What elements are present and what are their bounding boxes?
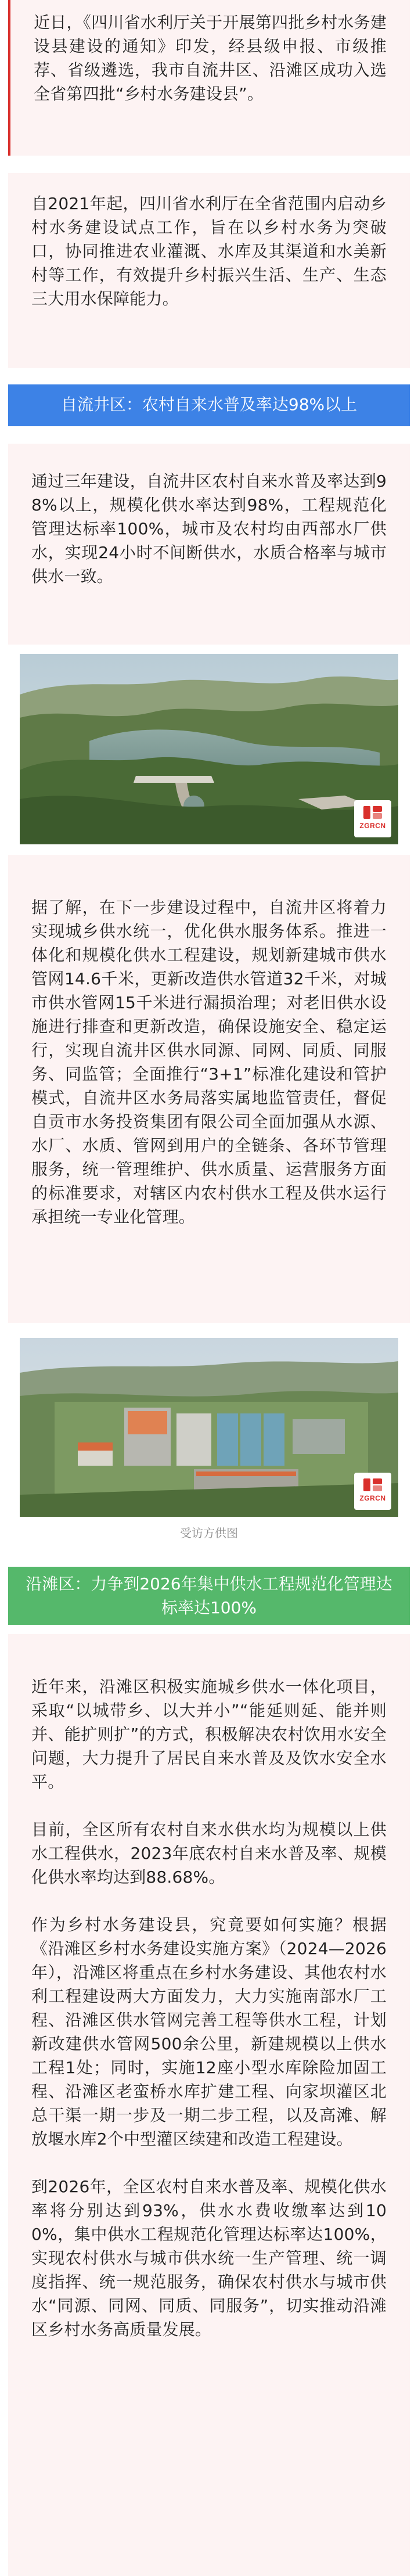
ziliujing-plan-text: 据了解，在下一步建设过程中，自流井区将着力实现城乡供水统一，优化供水服务体系。推进一体化和规模化供水工程建设，规划新建城市供水管网14.6千米，更新改造供水管道32千米，对城市供水管网15千米进行漏损治理；对老旧供水设施进行排查和更新改造，确保设施安全、稳定运行，实现自流井区供水同源、同网、同质、同服务、同监管；全面推行“3+1”标准化建设和管护模式，自流井区水务局落实属地监管责任，督促自贡市水务投资集团有限公司全面加强从水源、水厂、水质、管网到用户的全链条、各环节管理服务，统一管理维护、供水质量、运营服务方面的标准要求，对辖区内农村供水工程及供水运行承担统一专业化管理。 <box>31 898 387 1226</box>
yantan-goal-text: 到2026年，全区农村自来水普及率、规模化供水率将分别达到93%，供水水费收缴率达到100%，集中供水工程规范化管理达标率达100%，实现农村供水与城市供水统一生产管理、统一调度指挥、统一规范服务，确保农村供水与城市供水“同源、同网、同质、同服务”，切实推动沿滩区乡村水务高质量发展。 <box>31 2177 387 2339</box>
yantan-plan-text: 作为乡村水务建设县，究竟要如何实施？根据《沿滩区乡村水务建设实施方案》（2024—2026年），沿滩区将重点在乡村水务建设、其他农村水利工程建设两大方面发力，大力实施南部水厂工程、沿滩区供水管网完善工程等供水工程，计划新改建供水管网500余公里，新建规模以上供水工程1处；同时，实施12座小型水库除险加固工程、沿滩区老蛮桥水库扩建工程、向家坝灌区北总干渠一期一步及一期二步工程，以及高滩、解放堰水库2个中型灌区续建和改造工程建设。 <box>31 1915 387 2149</box>
zgrcn-logo-icon <box>361 1477 384 1492</box>
background-card <box>8 173 410 368</box>
watermark-text: ZGRCN <box>359 822 386 830</box>
zgrcn-watermark-2 <box>354 1473 391 1510</box>
section-title: 自流井区：农村自来水普及率达98%以上 <box>60 395 358 414</box>
reservoir-photo <box>20 654 398 844</box>
ziliujing-summary-card <box>8 444 410 645</box>
yantan-details-card <box>8 1634 410 2576</box>
yantan-status-text: 目前，全区所有农村自来水供水均为规模以上供水工程供水，2023年底农村自来水普及率、规模化供水率均达到88.68%。 <box>31 1820 387 1887</box>
section-title: 沿滩区：力争到2026年集中供水工程规范化管理达标率达100% <box>26 1574 392 1617</box>
photo-caption: 受访方供图 <box>180 1526 238 1540</box>
zgrcn-logo-icon <box>361 805 384 820</box>
yantan-intro-text: 近年来，沿滩区积极实施城乡供水一体化项目，采取“以城带乡、以大并小”“能延则延、能并则并、能扩则扩”的方式，积极解决农村饮用水安全问题，大力提升了居民自来水普及及饮水安全水平。 <box>31 1677 387 1791</box>
section-header-yantan <box>8 1567 410 1625</box>
section-header-ziliujing <box>8 384 410 426</box>
intro-text: 近日，《四川省水利厅关于开展第四批乡村水务建设县建设的通知》印发，经县级申报、市级推荐、省级遴选，我市自流井区、沿滩区成功入选全省第四批“乡村水务建设县”。 <box>34 13 387 103</box>
zgrcn-watermark <box>354 800 391 837</box>
intro-card <box>8 0 410 156</box>
watermark-text: ZGRCN <box>359 1494 386 1502</box>
background-text: 自2021年起，四川省水利厅在全省范围内启动乡村水务建设试点工作，旨在以乡村水务为突破口，协同推进农业灌溉、水库及其渠道和水美新村等工作，有效提升乡村振兴生活、生产、生态三大用水保障能力。 <box>31 194 387 308</box>
water-plant-photo-image <box>20 1338 398 1517</box>
ziliujing-summary-text: 通过三年建设，自流井区农村自来水普及率达到98%以上，规模化供水率达到98%，工程规范化管理达标率100%，城市及农村均由西部水厂供水，实现24小时不间断供水，水质合格率与城市供水一致。 <box>31 472 387 586</box>
reservoir-photo-image <box>20 654 398 844</box>
ziliujing-plan-card <box>8 855 410 1323</box>
water-plant-photo <box>20 1338 398 1517</box>
